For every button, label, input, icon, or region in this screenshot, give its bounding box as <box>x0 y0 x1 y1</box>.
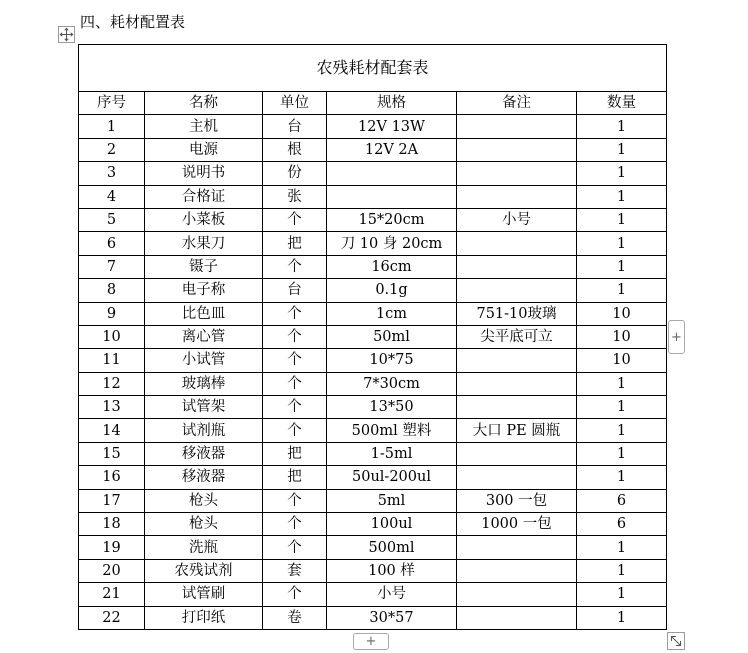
cell-index[interactable]: 12 <box>79 372 145 395</box>
cell-spec[interactable]: 7*30cm <box>327 372 457 395</box>
cell-index[interactable]: 13 <box>79 396 145 419</box>
table-title[interactable]: 农残耗材配套表 <box>79 45 667 92</box>
cell-unit[interactable]: 个 <box>263 325 327 348</box>
cell-name[interactable]: 枪头 <box>145 489 263 512</box>
cell-unit[interactable]: 个 <box>263 583 327 606</box>
cell-unit[interactable]: 个 <box>263 536 327 559</box>
table-row <box>79 559 667 582</box>
cell-spec[interactable]: 小号 <box>327 583 457 606</box>
cell-spec[interactable] <box>327 162 457 185</box>
cell-index[interactable]: 11 <box>79 349 145 372</box>
cell-quantity[interactable]: 10 <box>577 302 667 325</box>
header-note[interactable]: 备注 <box>457 92 577 115</box>
table-header-row <box>79 92 667 115</box>
table-row <box>79 606 667 629</box>
cell-index[interactable]: 22 <box>79 606 145 629</box>
cell-quantity[interactable]: 10 <box>577 325 667 348</box>
cell-quantity[interactable]: 1 <box>577 279 667 302</box>
table-row <box>79 185 667 208</box>
cell-quantity[interactable]: 1 <box>577 185 667 208</box>
cell-index[interactable]: 1 <box>79 115 145 138</box>
cell-note[interactable] <box>457 372 577 395</box>
cell-unit[interactable]: 个 <box>263 372 327 395</box>
cell-quantity[interactable]: 1 <box>577 536 667 559</box>
cell-name[interactable]: 电子称 <box>145 279 263 302</box>
table-row <box>79 279 667 302</box>
cell-spec[interactable]: 50ml <box>327 325 457 348</box>
cell-note[interactable]: 751-10玻璃 <box>457 302 577 325</box>
cell-name[interactable]: 玻璃棒 <box>145 372 263 395</box>
cell-quantity[interactable]: 1 <box>577 372 667 395</box>
cell-unit[interactable]: 把 <box>263 442 327 465</box>
cell-index[interactable]: 10 <box>79 325 145 348</box>
plus-icon: + <box>671 329 682 345</box>
table-row <box>79 419 667 442</box>
cell-unit[interactable]: 份 <box>263 162 327 185</box>
cell-unit[interactable]: 张 <box>263 185 327 208</box>
table-row <box>79 325 667 348</box>
cell-unit[interactable]: 把 <box>263 466 327 489</box>
cell-quantity[interactable]: 1 <box>577 442 667 465</box>
cell-quantity[interactable]: 1 <box>577 606 667 629</box>
move-arrows-icon <box>59 27 74 42</box>
cell-index[interactable]: 6 <box>79 232 145 255</box>
header-unit[interactable]: 单位 <box>263 92 327 115</box>
cell-unit[interactable]: 个 <box>263 208 327 231</box>
cell-name[interactable]: 水果刀 <box>145 232 263 255</box>
cell-note[interactable] <box>457 255 577 278</box>
cell-spec[interactable]: 1-5ml <box>327 442 457 465</box>
cell-unit[interactable]: 个 <box>263 513 327 536</box>
table-row <box>79 162 667 185</box>
table-row <box>79 208 667 231</box>
cell-unit[interactable]: 台 <box>263 279 327 302</box>
cell-spec[interactable]: 0.1g <box>327 279 457 302</box>
cell-spec[interactable]: 30*57 <box>327 606 457 629</box>
cell-note[interactable]: 大口 PE 圆瓶 <box>457 419 577 442</box>
cell-note[interactable] <box>457 138 577 161</box>
cell-spec[interactable] <box>327 185 457 208</box>
table-resize-handle[interactable] <box>667 632 685 650</box>
cell-index[interactable]: 3 <box>79 162 145 185</box>
cell-note[interactable] <box>457 185 577 208</box>
cell-index[interactable]: 21 <box>79 583 145 606</box>
plus-icon: + <box>365 634 377 649</box>
cell-name[interactable]: 试管架 <box>145 396 263 419</box>
resize-arrow-icon <box>668 633 684 649</box>
cell-quantity[interactable]: 1 <box>577 583 667 606</box>
cell-spec[interactable]: 5ml <box>327 489 457 512</box>
cell-name[interactable]: 枪头 <box>145 513 263 536</box>
header-index[interactable]: 序号 <box>79 92 145 115</box>
cell-index[interactable]: 20 <box>79 559 145 582</box>
table-title-row <box>79 45 667 92</box>
cell-note[interactable]: 尖平底可立 <box>457 325 577 348</box>
table-row <box>79 466 667 489</box>
cell-quantity[interactable]: 1 <box>577 396 667 419</box>
cell-index[interactable]: 19 <box>79 536 145 559</box>
cell-spec[interactable]: 12V 13W <box>327 115 457 138</box>
cell-note[interactable]: 小号 <box>457 208 577 231</box>
cell-index[interactable]: 7 <box>79 255 145 278</box>
cell-quantity[interactable]: 1 <box>577 208 667 231</box>
cell-name[interactable]: 打印纸 <box>145 606 263 629</box>
cell-note[interactable] <box>457 583 577 606</box>
header-spec[interactable]: 规格 <box>327 92 457 115</box>
cell-unit[interactable]: 个 <box>263 396 327 419</box>
table-row <box>79 489 667 512</box>
cell-index[interactable]: 4 <box>79 185 145 208</box>
cell-quantity[interactable]: 6 <box>577 489 667 512</box>
cell-spec[interactable]: 12V 2A <box>327 138 457 161</box>
table-row <box>79 138 667 161</box>
table-row <box>79 255 667 278</box>
cell-note[interactable] <box>457 349 577 372</box>
cell-spec[interactable]: 16cm <box>327 255 457 278</box>
cell-index[interactable]: 17 <box>79 489 145 512</box>
cell-index[interactable]: 16 <box>79 466 145 489</box>
cell-quantity[interactable]: 1 <box>577 255 667 278</box>
cell-name[interactable]: 比色皿 <box>145 302 263 325</box>
table-row <box>79 442 667 465</box>
cell-note[interactable] <box>457 536 577 559</box>
cell-quantity[interactable]: 1 <box>577 115 667 138</box>
cell-unit[interactable]: 把 <box>263 232 327 255</box>
cell-quantity[interactable]: 1 <box>577 559 667 582</box>
table-row <box>79 372 667 395</box>
cell-index[interactable]: 9 <box>79 302 145 325</box>
cell-name[interactable]: 试管刷 <box>145 583 263 606</box>
cell-name[interactable]: 离心管 <box>145 325 263 348</box>
cell-quantity[interactable]: 1 <box>577 232 667 255</box>
cell-note[interactable] <box>457 466 577 489</box>
header-quantity[interactable]: 数量 <box>577 92 667 115</box>
cell-unit[interactable]: 个 <box>263 489 327 512</box>
cell-quantity[interactable]: 1 <box>577 162 667 185</box>
cell-name[interactable]: 小试管 <box>145 349 263 372</box>
cell-name[interactable]: 主机 <box>145 115 263 138</box>
cell-name[interactable]: 小菜板 <box>145 208 263 231</box>
table-row <box>79 349 667 372</box>
cell-quantity[interactable]: 10 <box>577 349 667 372</box>
cell-name[interactable]: 镊子 <box>145 255 263 278</box>
table-row <box>79 302 667 325</box>
cell-unit[interactable]: 个 <box>263 349 327 372</box>
cell-unit[interactable]: 个 <box>263 419 327 442</box>
cell-spec[interactable]: 100ul <box>327 513 457 536</box>
cell-note[interactable] <box>457 396 577 419</box>
cell-note[interactable] <box>457 559 577 582</box>
cell-name[interactable]: 洗瓶 <box>145 536 263 559</box>
cell-note[interactable]: 1000 一包 <box>457 513 577 536</box>
cell-spec[interactable]: 100 样 <box>327 559 457 582</box>
cell-quantity[interactable]: 6 <box>577 513 667 536</box>
cell-quantity[interactable]: 1 <box>577 419 667 442</box>
cell-index[interactable]: 5 <box>79 208 145 231</box>
cell-index[interactable]: 2 <box>79 138 145 161</box>
cell-note[interactable] <box>457 442 577 465</box>
table-move-handle[interactable] <box>58 26 75 43</box>
cell-spec[interactable]: 10*75 <box>327 349 457 372</box>
add-row-button[interactable] <box>668 320 685 354</box>
cell-index[interactable]: 15 <box>79 442 145 465</box>
cell-index[interactable]: 14 <box>79 419 145 442</box>
cell-index[interactable]: 18 <box>79 513 145 536</box>
cell-unit[interactable]: 卷 <box>263 606 327 629</box>
cell-spec[interactable]: 50ul-200ul <box>327 466 457 489</box>
cell-name[interactable]: 合格证 <box>145 185 263 208</box>
cell-spec[interactable]: 15*20cm <box>327 208 457 231</box>
cell-name[interactable]: 移液器 <box>145 442 263 465</box>
table-row <box>79 232 667 255</box>
cell-spec[interactable]: 500ml 塑料 <box>327 419 457 442</box>
table-row <box>79 115 667 138</box>
cell-unit[interactable]: 根 <box>263 138 327 161</box>
cell-name[interactable]: 电源 <box>145 138 263 161</box>
cell-note[interactable]: 300 一包 <box>457 489 577 512</box>
cell-unit[interactable]: 个 <box>263 302 327 325</box>
cell-unit[interactable]: 台 <box>263 115 327 138</box>
cell-index[interactable]: 8 <box>79 279 145 302</box>
cell-name[interactable]: 移液器 <box>145 466 263 489</box>
cell-name[interactable]: 试剂瓶 <box>145 419 263 442</box>
section-heading: 四、耗材配置表 <box>80 13 186 31</box>
table-row <box>79 396 667 419</box>
cell-note[interactable] <box>457 115 577 138</box>
header-name[interactable]: 名称 <box>145 92 263 115</box>
cell-unit[interactable]: 套 <box>263 559 327 582</box>
cell-quantity[interactable]: 1 <box>577 466 667 489</box>
cell-note[interactable] <box>457 232 577 255</box>
cell-name[interactable]: 农残试剂 <box>145 559 263 582</box>
cell-quantity[interactable]: 1 <box>577 138 667 161</box>
cell-spec[interactable]: 1cm <box>327 302 457 325</box>
cell-note[interactable] <box>457 606 577 629</box>
cell-unit[interactable]: 个 <box>263 255 327 278</box>
table-row <box>79 536 667 559</box>
cell-spec[interactable]: 13*50 <box>327 396 457 419</box>
cell-name[interactable]: 说明书 <box>145 162 263 185</box>
cell-note[interactable] <box>457 279 577 302</box>
add-column-button[interactable] <box>353 633 389 650</box>
table-row <box>79 513 667 536</box>
cell-note[interactable] <box>457 162 577 185</box>
table-row <box>79 583 667 606</box>
consumables-table <box>78 44 667 630</box>
cell-spec[interactable]: 500ml <box>327 536 457 559</box>
cell-spec[interactable]: 刀 10 身 20cm <box>327 232 457 255</box>
